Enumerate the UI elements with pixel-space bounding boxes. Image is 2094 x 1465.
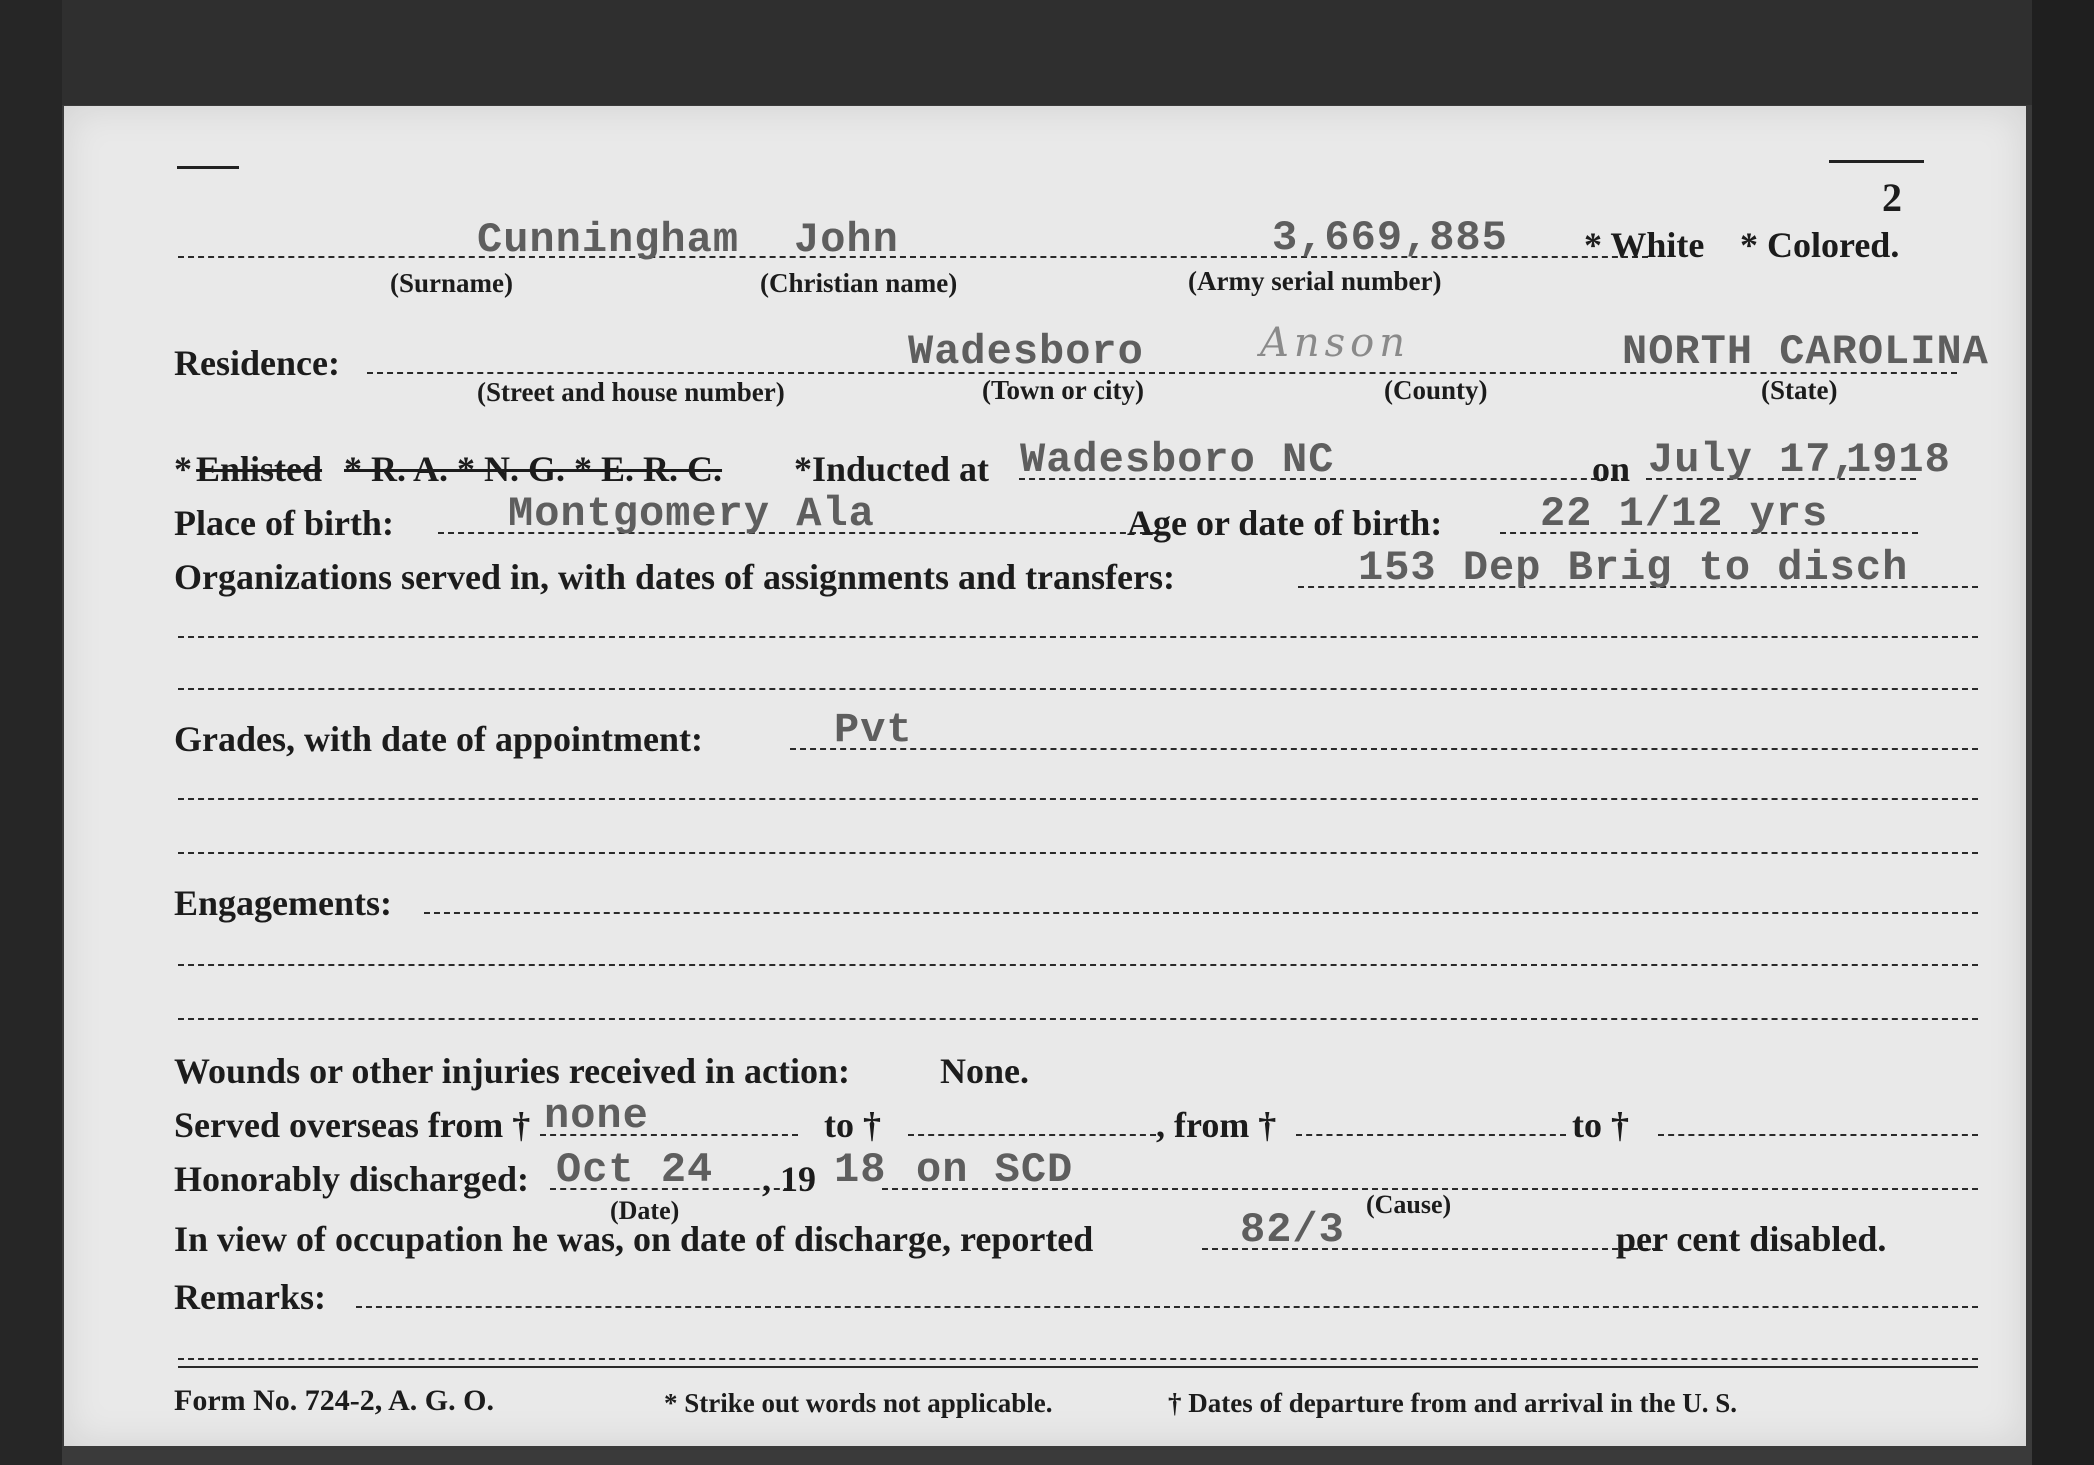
- induction-year: 1918: [1846, 436, 1951, 484]
- scanner-background-right: [2032, 0, 2094, 1465]
- discharge-year-value: 18: [834, 1146, 887, 1194]
- remarks-label: Remarks:: [174, 1277, 326, 1317]
- enlistment-options: * R. A. * N. G. * E. R. C.: [344, 449, 723, 489]
- residence-county-value: Anson: [1260, 320, 1411, 366]
- county-caption: (County): [1384, 375, 1488, 405]
- card-number: 2: [1882, 175, 1902, 220]
- inducted-place-value: Wadesboro NC: [1020, 436, 1335, 484]
- overseas-from-value: none: [544, 1092, 649, 1140]
- surname-value: Cunningham: [477, 216, 740, 264]
- engagements-label: Engagements:: [174, 883, 392, 923]
- discharge-year-prefix: , 19: [762, 1159, 816, 1199]
- wounds-value: None.: [940, 1051, 1029, 1091]
- disability-suffix: per cent disabled.: [1616, 1219, 1887, 1259]
- residence-label: Residence:: [174, 343, 340, 383]
- top-left-mark: [177, 166, 239, 169]
- engagements-line: [424, 912, 1978, 914]
- overseas-to-line: [908, 1134, 1156, 1136]
- grades-line-2: [178, 798, 1978, 800]
- serial-number-value: 3,669,885: [1272, 214, 1508, 262]
- discharge-cause-value: on SCD: [916, 1146, 1074, 1194]
- top-right-mark: [1829, 160, 1924, 163]
- disability-label: In view of occupation he was, on date of discharge, reported: [174, 1219, 1094, 1259]
- overseas-return-to-label: to †: [1572, 1105, 1629, 1145]
- serial-number-caption: (Army serial number): [1188, 266, 1442, 296]
- organizations-line-2: [178, 636, 1978, 638]
- grades-value: Pvt: [834, 706, 913, 754]
- age-value: 22 1/12 yrs: [1540, 490, 1829, 538]
- disability-value: 82/3: [1240, 1206, 1345, 1254]
- form-number: Form No. 724-2, A. G. O.: [174, 1384, 494, 1417]
- discharge-cause-caption: (Cause): [1366, 1190, 1452, 1219]
- overseas-return-from-line: [1296, 1134, 1566, 1136]
- street-caption: (Street and house number): [477, 377, 785, 407]
- inducted-label: *Inducted at: [794, 449, 990, 489]
- remarks-line: [356, 1306, 1978, 1308]
- overseas-from-label: Served overseas from †: [174, 1105, 531, 1145]
- organizations-value: 153 Dep Brig to disch: [1358, 544, 1909, 592]
- discharge-date-caption: (Date): [610, 1196, 680, 1225]
- engagements-line-3: [178, 1018, 1978, 1020]
- footer-rule: [178, 1366, 1978, 1368]
- discharge-date-value: Oct 24: [556, 1146, 714, 1194]
- grades-label: Grades, with date of appointment:: [174, 719, 703, 759]
- white-option: * White: [1584, 225, 1705, 265]
- on-label: on: [1592, 449, 1631, 489]
- induction-date-value: July 17,: [1648, 436, 1858, 484]
- place-of-birth-label: Place of birth:: [174, 503, 394, 543]
- enlisted-prefix: *: [174, 449, 192, 489]
- town-caption: (Town or city): [982, 375, 1144, 405]
- discharge-label: Honorably discharged:: [174, 1159, 530, 1199]
- strike-note: * Strike out words not applicable.: [664, 1388, 1053, 1418]
- organizations-label: Organizations served in, with dates of assignments and transfers:: [174, 557, 1176, 597]
- enlisted-label: Enlisted: [196, 449, 323, 489]
- age-label: Age or date of birth:: [1127, 503, 1443, 543]
- colored-option: * Colored.: [1740, 225, 1900, 265]
- residence-state-value: NORTH CAROLINA: [1622, 328, 1989, 376]
- scanner-background-top: [0, 0, 2094, 105]
- remarks-line-2: [178, 1358, 1978, 1360]
- residence-town-value: Wadesboro: [908, 328, 1144, 376]
- overseas-return-to-line: [1658, 1134, 1978, 1136]
- christian-name-value: John: [794, 216, 899, 264]
- grades-line: [790, 748, 1978, 750]
- wounds-label: Wounds or other injuries received in action:: [174, 1051, 851, 1091]
- christian-name-caption: (Christian name): [760, 268, 958, 298]
- state-caption: (State): [1761, 375, 1838, 405]
- place-of-birth-value: Montgomery Ala: [508, 490, 875, 538]
- service-record-card: [64, 106, 2026, 1446]
- overseas-return-from-label: , from †: [1156, 1105, 1277, 1145]
- overseas-to-label: to †: [824, 1105, 881, 1145]
- scanner-background-left: [0, 0, 62, 1465]
- dates-note: † Dates of departure from and arrival in the U. S.: [1168, 1388, 1737, 1418]
- organizations-line-3: [178, 688, 1978, 690]
- grades-line-3: [178, 852, 1978, 854]
- surname-caption: (Surname): [390, 268, 513, 298]
- engagements-line-2: [178, 964, 1978, 966]
